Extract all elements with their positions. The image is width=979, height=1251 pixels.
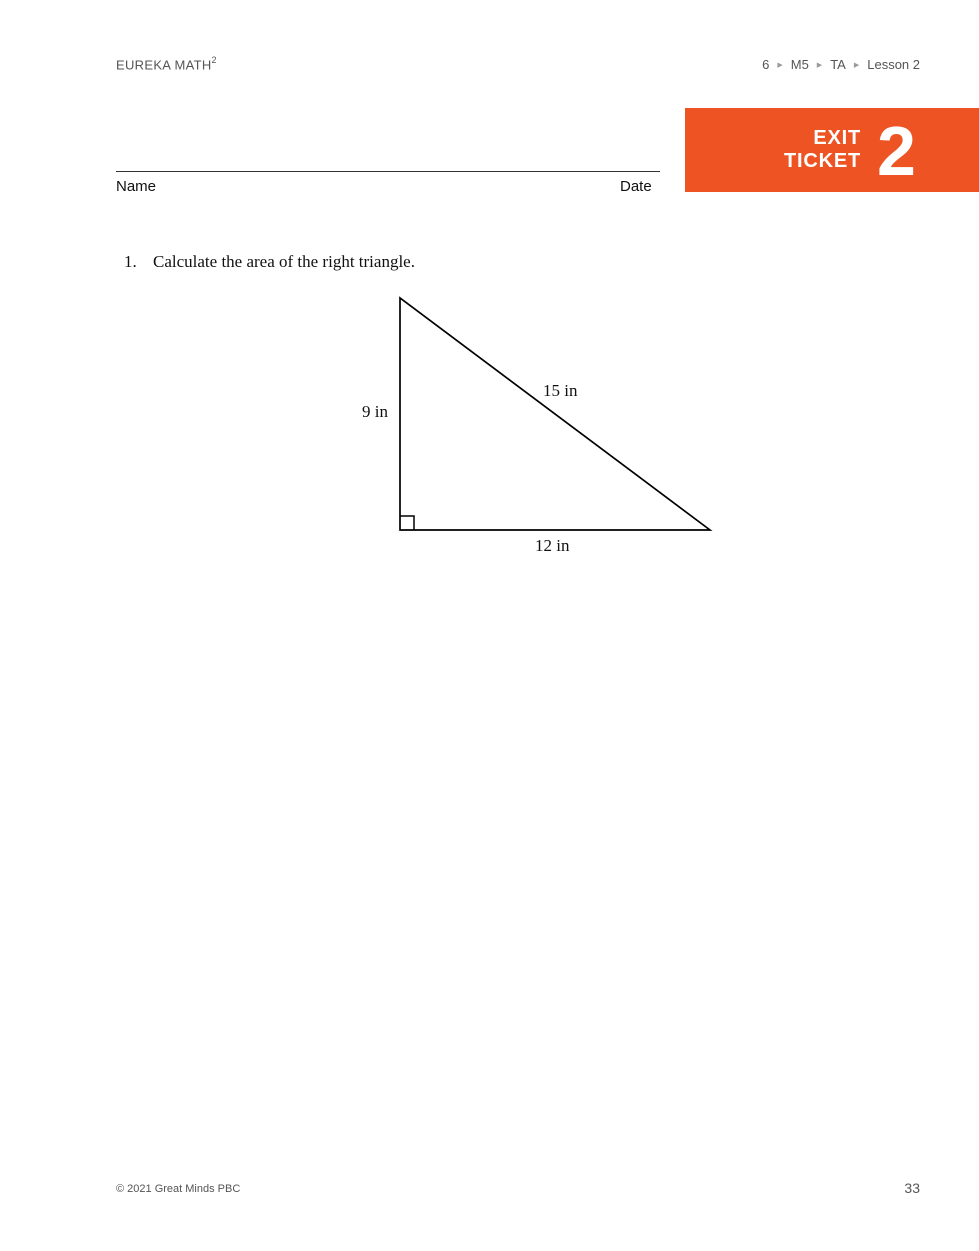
exit-ticket-number: 2	[877, 112, 916, 190]
page-number: 33	[904, 1180, 920, 1196]
brand-name: EUREKA MATH	[116, 57, 212, 73]
problem-1	[124, 252, 415, 272]
triangle-right-icon: ▶	[853, 61, 860, 69]
triangle-outline	[400, 298, 710, 530]
breadcrumb	[762, 57, 920, 72]
breadcrumb-lesson: Lesson 2	[867, 57, 920, 72]
exit-ticket-label-line1: EXIT	[813, 127, 861, 149]
exit-ticket-banner	[685, 108, 979, 192]
breadcrumb-module: M5	[790, 57, 809, 72]
date-label: Date	[620, 178, 652, 195]
breadcrumb-topic: TA	[830, 57, 846, 72]
hypotenuse-label: 15 in	[543, 381, 578, 400]
triangle-right-icon: ▶	[777, 61, 783, 69]
brand-superscript: 2	[211, 55, 217, 65]
exit-ticket-label-line2: TICKET	[783, 150, 861, 172]
problem-text: Calculate the area of the right triangle.	[153, 252, 415, 271]
name-label: Name	[116, 178, 157, 195]
copyright-text: © 2021 Great Minds PBC	[116, 1183, 241, 1195]
brand-logo	[116, 56, 217, 72]
breadcrumb-grade: 6	[762, 57, 770, 72]
right-triangle-diagram	[340, 280, 730, 570]
right-angle-marker	[400, 516, 414, 530]
exit-ticket-label	[784, 127, 861, 173]
base-label: 12 in	[535, 536, 570, 555]
right-triangle-figure	[340, 280, 730, 575]
left-side-label: 9 in	[362, 402, 388, 421]
triangle-right-icon: ▶	[816, 61, 823, 69]
problem-number: 1.	[124, 252, 137, 271]
name-date-line[interactable]	[116, 171, 660, 172]
